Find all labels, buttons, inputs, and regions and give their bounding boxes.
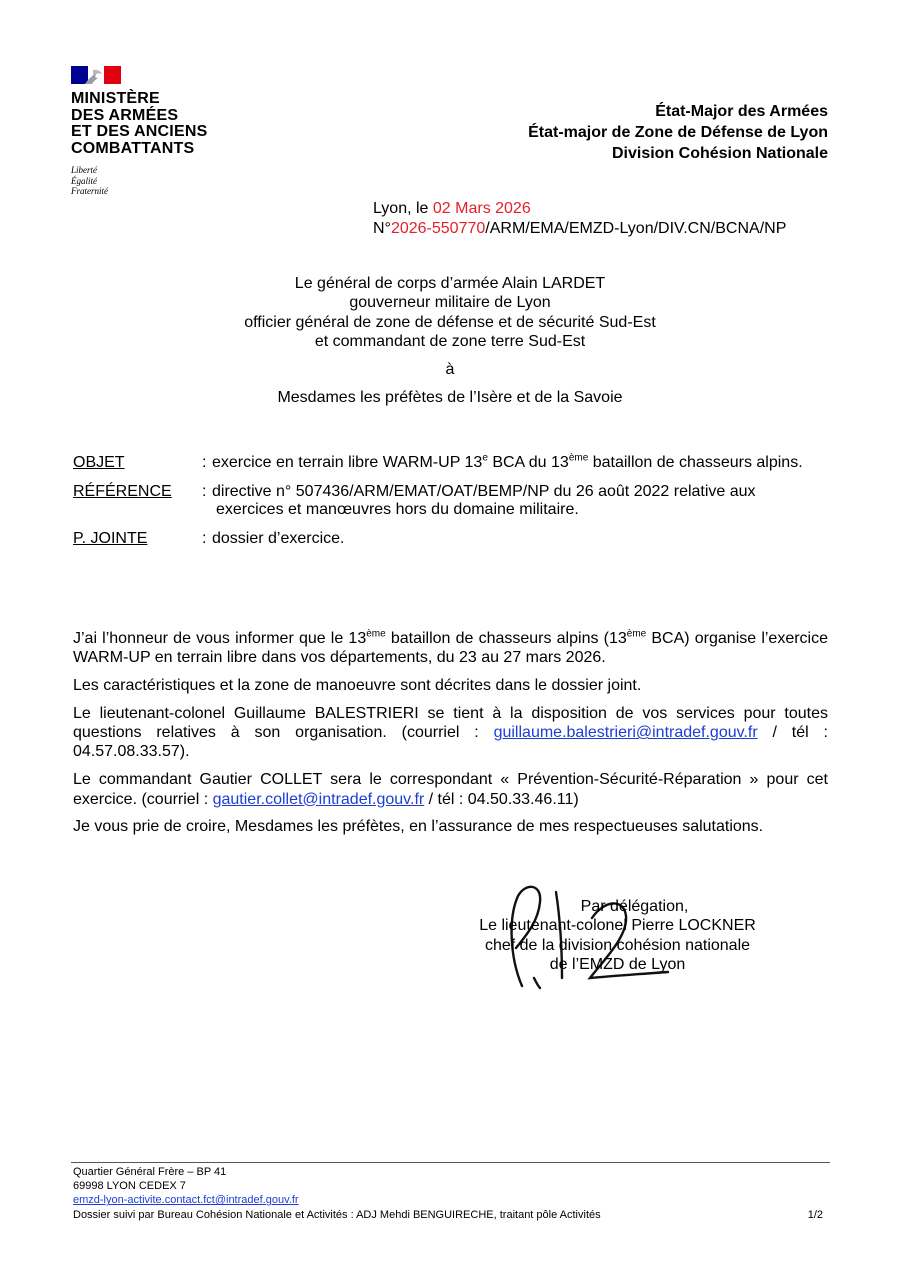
body-sup: ème bbox=[366, 628, 386, 640]
collet-email-link[interactable]: gautier.collet@intradef.gouv.fr bbox=[212, 790, 425, 808]
objet-text bbox=[212, 454, 842, 472]
ministry-line: ET DES ANCIENS bbox=[71, 123, 208, 140]
objet-text-part: BCA du 13 bbox=[487, 454, 569, 471]
footer-email-link[interactable]: emzd-lyon-activite.contact.fct@intradef.gouv.fr bbox=[73, 1194, 299, 1207]
objet-sup: ème bbox=[568, 452, 589, 464]
objet-sup: e bbox=[482, 452, 488, 464]
sender-line-4: et commandant de zone terre Sud-Est bbox=[314, 332, 586, 350]
motto-line: Fraternité bbox=[71, 186, 108, 196]
body-text-part: bataillon de chasseurs alpins (13 bbox=[385, 630, 627, 647]
body-paragraph-4 bbox=[73, 770, 828, 809]
reference-line-2: exercices et manœuvres hors du domaine militaire. bbox=[216, 501, 579, 518]
authority-line-1: État-Major des Armées bbox=[655, 103, 828, 120]
body-text-part: / tél : 04.57.08.33.57). bbox=[73, 724, 828, 761]
colon: : bbox=[202, 483, 207, 500]
signature-line-4: de l’EMZD de Lyon bbox=[549, 956, 686, 974]
motto-line: Égalité bbox=[71, 175, 97, 186]
balestrieri-email-link[interactable]: guillaume.balestrieri@intradef.gouv.fr bbox=[493, 724, 758, 742]
authority-line-3: Division Cohésion Nationale bbox=[611, 145, 828, 162]
reference-line-1: directive n° 507436/ARM/EMAT/OAT/BEMP/NP du 26 août 2022 relative aux bbox=[212, 483, 756, 500]
reference-line bbox=[373, 219, 786, 239]
reference-label: RÉFÉRENCE bbox=[73, 483, 172, 500]
recipients: Mesdames les préfètes de l’Isère et de la Savoie bbox=[277, 389, 623, 407]
body-paragraph-5: Je vous prie de croire, Mesdames les préfètes, en l’assurance de mes respectueuses salutations. bbox=[73, 818, 764, 836]
date-reference-block bbox=[373, 199, 786, 239]
ministry-line: DES ARMÉES bbox=[71, 106, 179, 124]
ref-prefix: N° bbox=[373, 220, 391, 237]
body-paragraph-1 bbox=[73, 629, 828, 668]
body-text-part: Le commandant Gautier COLLET sera le correspondant « Prévention-Sécurité-Réparation » pour cet exercice. (courriel : bbox=[73, 771, 828, 808]
sender-line-1: Le général de corps d’armée Alain LARDET bbox=[294, 275, 606, 292]
objet-label: OBJET bbox=[73, 454, 125, 471]
ministry-logo bbox=[71, 66, 241, 197]
date-prefix: Lyon, le bbox=[373, 200, 433, 217]
footer-address-2: 69998 LYON CEDEX 7 bbox=[73, 1180, 186, 1193]
to-word: à bbox=[445, 361, 455, 379]
page-number: 1/2 bbox=[807, 1208, 823, 1221]
body-text-part: / tél : 04.50.33.46.11) bbox=[424, 790, 579, 808]
footer-address-1: Quartier Général Frère – BP 41 bbox=[73, 1166, 227, 1178]
republic-motto bbox=[71, 165, 241, 197]
objet-text-part: bataillon de chasseurs alpins. bbox=[588, 454, 803, 471]
ministry-line: COMBATTANTS bbox=[71, 139, 195, 157]
body-text-part: Le lieutenant-colonel Guillaume BALESTRIERI se tient à la disposition de vos services pour toutes questions relatives à son organisation. (courriel : bbox=[73, 704, 828, 742]
ref-number: 2026-550770 bbox=[390, 220, 486, 237]
sender-block bbox=[0, 274, 900, 408]
marianne-flag-icon bbox=[71, 66, 121, 84]
letter-date: 02 Mars 2026 bbox=[432, 200, 531, 217]
signature-line-2: Le lieutenant-colonel Pierre LOCKNER bbox=[479, 917, 756, 935]
signature-line-3: chef de la division cohésion nationale bbox=[484, 936, 751, 954]
sender-line-3: officier général de zone de défense et de sécurité Sud-Est bbox=[244, 313, 656, 331]
body-text-part: J’ai l’honneur de vous informer que le 13 bbox=[73, 630, 367, 647]
attachment-row bbox=[73, 530, 833, 550]
objet-text-part: exercice en terrain libre WARM-UP 13 bbox=[212, 454, 483, 471]
colon: : bbox=[202, 530, 207, 547]
footer-divider bbox=[71, 1162, 830, 1163]
letter-body bbox=[73, 629, 828, 845]
authority-line-2: État-major de Zone de Défense de Lyon bbox=[528, 124, 828, 141]
reference-text bbox=[212, 483, 842, 519]
body-paragraph-2: Les caractéristiques et la zone de manoeuvre sont décrites dans le dossier joint. bbox=[73, 677, 642, 695]
ministry-line: MINISTÈRE bbox=[71, 90, 160, 107]
ref-suffix: /ARM/EMA/EMZD-Lyon/DIV.CN/BCNA/NP bbox=[485, 220, 787, 237]
issuing-authority bbox=[528, 101, 828, 164]
reference-row bbox=[73, 483, 833, 523]
ministry-name bbox=[71, 91, 241, 157]
body-sup: ème bbox=[626, 628, 647, 640]
colon: : bbox=[202, 454, 207, 471]
body-text-part: BCA) organise l’exercice WARM-UP en terrain libre dans vos départements, du 23 au 27 mars 2026. bbox=[73, 630, 829, 667]
motto-line: Liberté bbox=[71, 165, 97, 175]
signature-line-1: Par délégation, bbox=[580, 898, 689, 915]
body-paragraph-3 bbox=[73, 704, 828, 762]
attachment-label: P. JOINTE bbox=[73, 530, 148, 547]
sender-line-2: gouverneur militaire de Lyon bbox=[349, 294, 551, 312]
signature-block bbox=[455, 897, 780, 975]
attachment-text: dossier d’exercice. bbox=[212, 530, 345, 547]
objet-row bbox=[73, 454, 833, 474]
footer bbox=[73, 1165, 828, 1222]
date-line bbox=[373, 199, 786, 219]
footer-followup: Dossier suivi par Bureau Cohésion Nationale et Activités : ADJ Mehdi BENGUIRECHE, traitant pôle Activités bbox=[73, 1208, 601, 1221]
